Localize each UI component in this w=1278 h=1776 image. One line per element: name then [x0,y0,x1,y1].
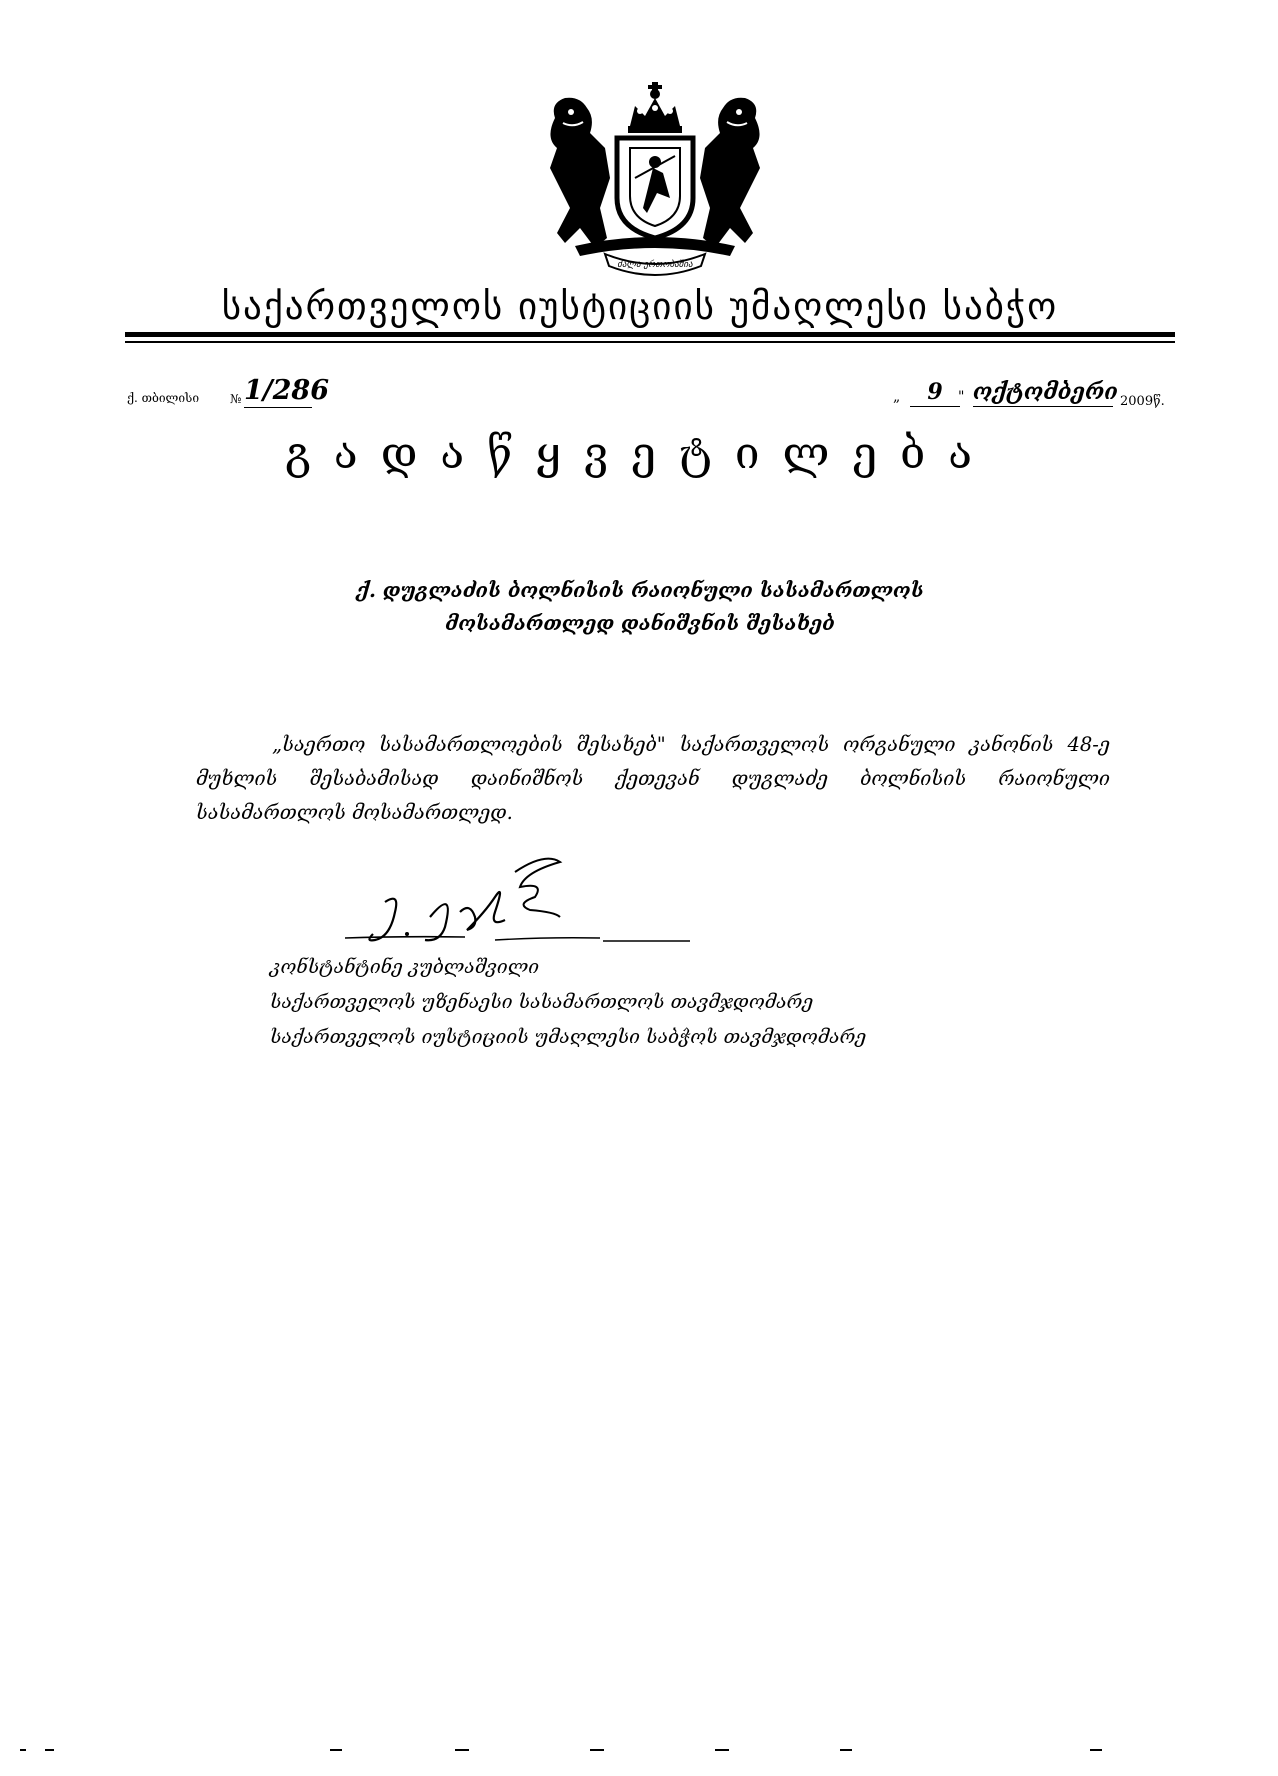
date-day: 9 [910,378,960,407]
signature-icon [345,842,705,962]
signer-name: კონსტანტინე კუბლაშვილი [270,956,540,978]
shield-icon [617,138,693,238]
date-close-quote: " [958,389,965,405]
left-lion-icon [550,98,610,248]
council-title: საქართველოს იუსტიციის უმაღლესი საბჭო [221,285,1059,328]
scan-mark [330,1749,342,1751]
signer-title-supreme-court: საქართველოს უზენაესი სასამართლოს თავმჯდომარე [270,991,814,1013]
date-year: 2009წ. [1120,394,1165,409]
decision-body: „საერთო სასამართლოების შესახებ" საქართველოს ორგანული კანონის 48-ე მუხლის შესაბამისად დაინიშნოს ქეთევან დუგლაძე ბოლნისის რაიონული სასამართლოს მოსამართლედ. [196,733,1110,824]
scan-mark [715,1749,729,1751]
scan-mark [590,1749,604,1751]
number-label: № [230,392,242,406]
emblem-motto: ძალა ერთობაშია [617,260,693,270]
scan-mark [1090,1749,1102,1751]
scan-mark [20,1749,26,1751]
signer-title-justice-council: საქართველოს იუსტიციის უმაღლესი საბჭოს თავმჯდომარე [270,1026,867,1048]
date-open-quote: „ [893,389,901,405]
city-label: ქ. თბილისი [127,391,200,405]
right-lion-icon [700,98,760,248]
scan-mark [455,1749,469,1751]
header-rule-thick [125,332,1175,337]
crown-icon [628,82,682,133]
scan-mark [840,1749,852,1751]
subject-line-1: ქ. დუგლაძის ბოლნისის რაიონული სასამართლოს [356,578,924,602]
header-rule-thin [125,341,1175,343]
date-month: ოქტომბერი [973,379,1118,405]
document-heading: გადაწყვეტილება [284,428,995,479]
decision-number: 1/286 [244,375,330,406]
scan-mark [45,1749,54,1751]
subject-line-2: მოსამართლედ დანიშვნის შესახებ [445,611,835,635]
coat-of-arms-emblem [535,78,775,278]
